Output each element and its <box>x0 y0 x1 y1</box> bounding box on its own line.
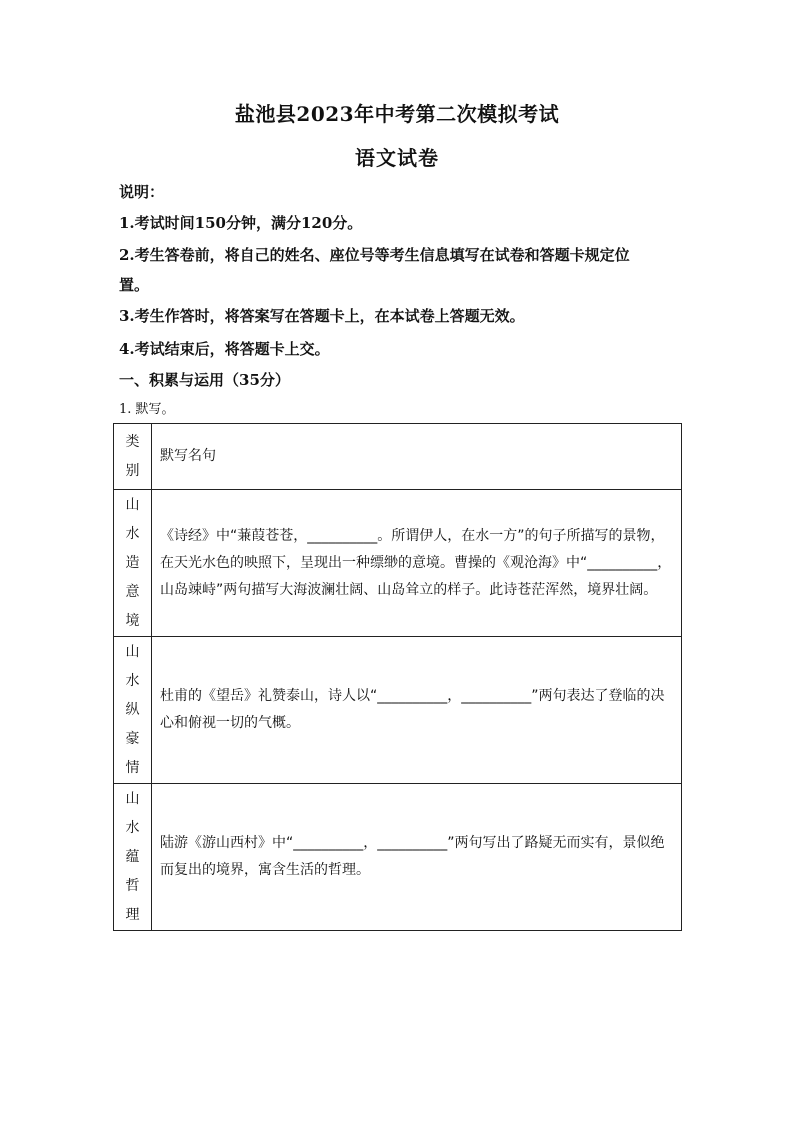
category-char: 情 <box>125 759 140 776</box>
category-char: 蕴 <box>125 848 140 865</box>
category-cell <box>114 490 152 637</box>
question-1-label: 1. 默写。 <box>119 402 175 417</box>
category-char: 豪 <box>125 730 140 747</box>
category-char: 哲 <box>125 877 140 894</box>
content-header-cell: 默写名句 <box>152 424 682 490</box>
table-row <box>114 490 682 637</box>
category-char: 山 <box>125 496 140 513</box>
category-char: 类 <box>125 433 140 450</box>
exam-subtitle: 语文试卷 <box>355 146 439 170</box>
exam-title: 盐池县2023年中考第二次模拟考试 <box>234 102 560 126</box>
table-row <box>114 784 682 931</box>
table-row <box>114 637 682 784</box>
category-char: 意 <box>125 583 140 600</box>
question-text-cell: 《诗经》中“蒹葭苍苍，__________。所谓伊人，在水一方”的句子所描写的景物，在天光水色的映照下，呈现出一种缥缈的意境。曹操的《观沧海》中“__________，山岛竦峙”两句描写大海波澜壮阔、山岛耸立的样子。此诗苍茫浑然，境界壮阔。 <box>152 490 682 637</box>
question-text-cell: 杜甫的《望岳》礼赞泰山，诗人以“__________，__________”两句表达了登临的决心和俯视一切的气概。 <box>152 637 682 784</box>
note-item: 3.考生作答时，将答案写在答题卡上，在本试卷上答题无效。 <box>119 307 525 325</box>
category-char: 水 <box>125 672 140 689</box>
category-char: 理 <box>125 906 140 923</box>
category-char: 造 <box>125 554 140 571</box>
category-char: 水 <box>125 819 140 836</box>
category-cell <box>114 784 152 931</box>
note-item: 1.考试时间150分钟，满分120分。 <box>119 214 363 232</box>
note-item: 4.考试结束后，将答题卡上交。 <box>119 340 330 358</box>
note-item: 置。 <box>119 276 150 294</box>
section-title: 一、积累与运用（35分） <box>119 371 290 389</box>
notes-heading: 说明： <box>119 183 165 201</box>
category-char: 山 <box>125 790 140 807</box>
category-char: 别 <box>125 462 140 479</box>
category-char: 山 <box>125 643 140 660</box>
category-cell <box>114 637 152 784</box>
table-header-row <box>114 424 682 490</box>
question-text-cell: 陆游《游山西村》中“__________，__________”两句写出了路疑无而实有，景似绝而复出的境界，寓含生活的哲理。 <box>152 784 682 931</box>
category-cell <box>114 424 152 490</box>
category-char: 境 <box>125 612 140 629</box>
category-char: 纵 <box>125 701 140 718</box>
category-char: 水 <box>125 525 140 542</box>
note-item: 2.考生答卷前，将自己的姓名、座位号等考生信息填写在试卷和答题卡规定位 <box>119 246 630 264</box>
dictation-table <box>113 423 682 931</box>
